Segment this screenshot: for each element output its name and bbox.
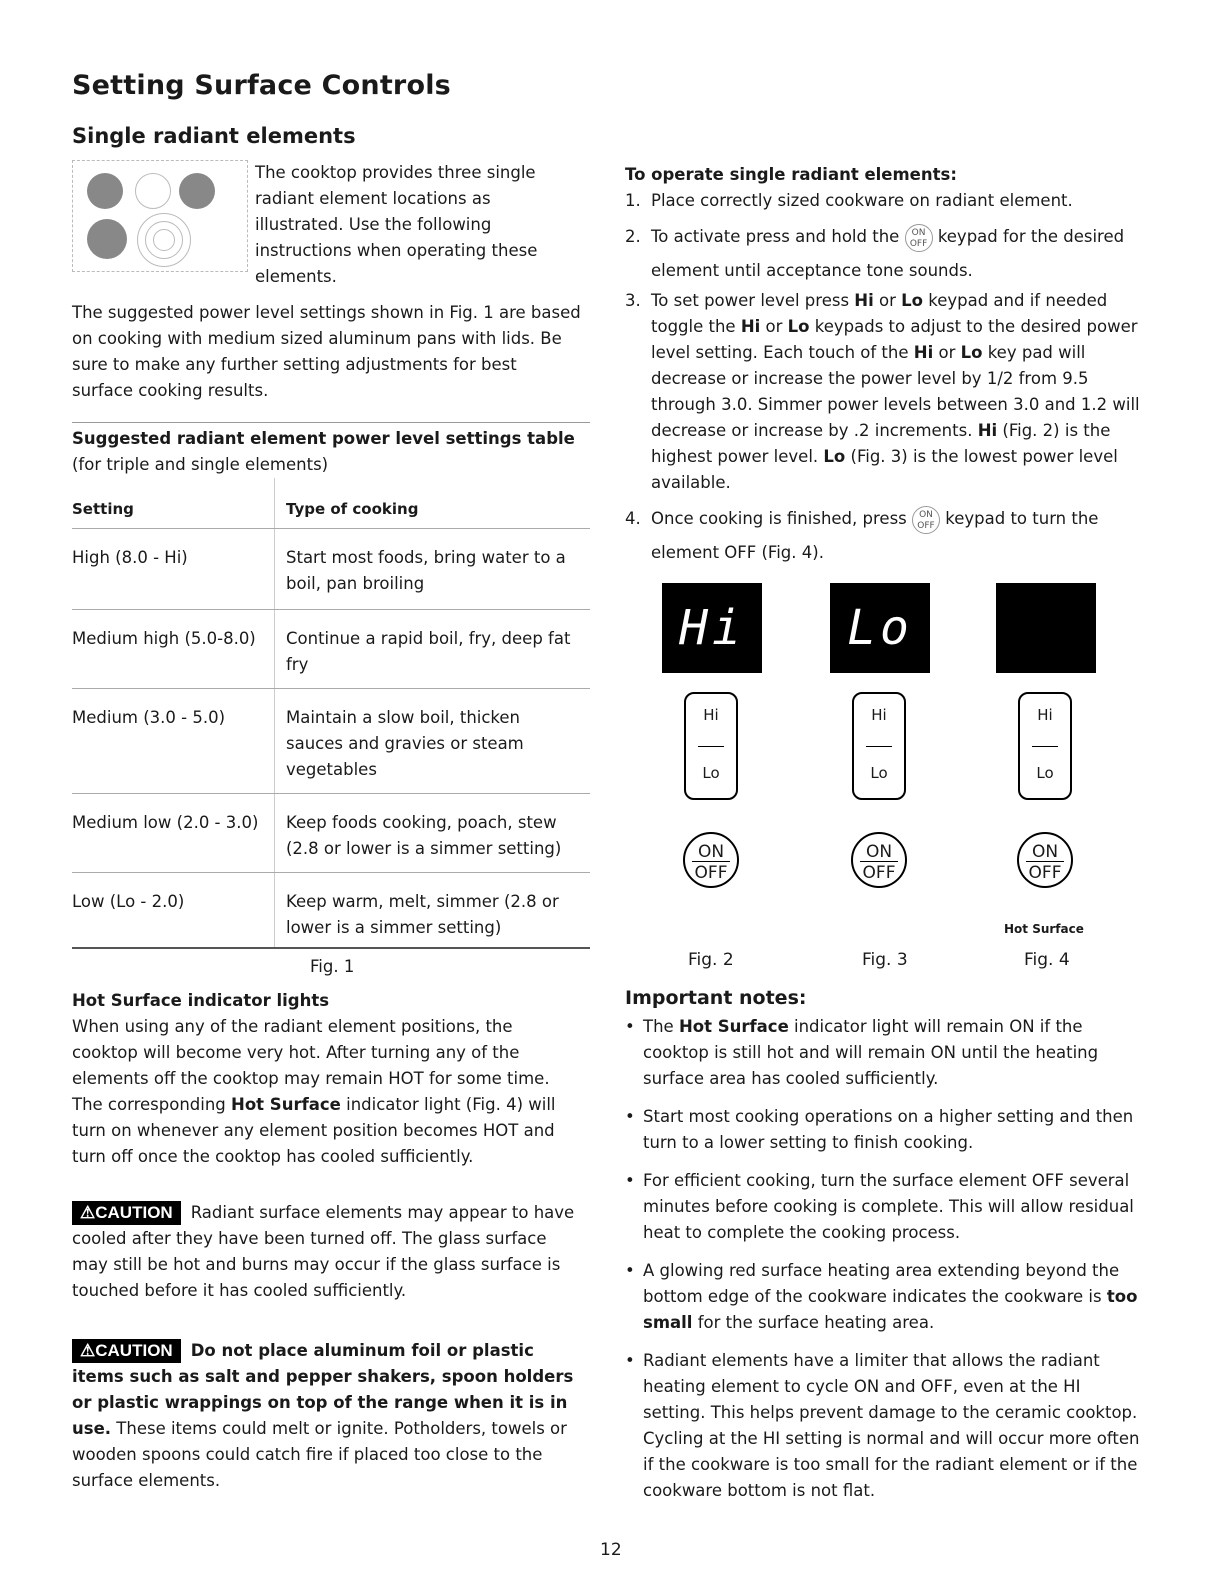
header-type: Type of cooking	[286, 500, 419, 518]
row-setting: High (8.0 - Hi)	[72, 548, 188, 567]
caution-badge: ⚠CAUTION	[72, 1339, 181, 1363]
text-segment: (Fig. 3) is the lowest power level available.	[651, 447, 1118, 492]
table-row	[72, 529, 590, 610]
on-off-button[interactable]: ON OFF	[1017, 832, 1073, 888]
burner-icon	[135, 173, 171, 209]
bold-term: Hot Surface	[678, 1017, 789, 1036]
caution-badge: ⚠CAUTION	[72, 1201, 181, 1225]
page-number: 12	[600, 1540, 622, 1560]
on-off-keypad-icon: ON OFF	[912, 506, 940, 534]
fig4-caption: Fig. 4	[1024, 950, 1070, 970]
display-hi: Hi	[662, 583, 762, 673]
bold-term: Hi	[740, 317, 761, 336]
page-title: Setting Surface Controls	[72, 70, 451, 101]
fig1-caption: Fig. 1	[310, 957, 355, 976]
bold-term: too small	[643, 1287, 1138, 1332]
note-5: • Radiant elements have a limiter that allows the radiant heating element to cycle ON and OFF, even at the HI setting. This helps prevent damage to the ceramic cooktop. Cycling at the HI setting is normal and will occur more often if the cookware is too small for the radiant element or if the cookware bottom is not flat.	[625, 1348, 1145, 1504]
note-1	[625, 1014, 1145, 1092]
text-segment: or	[873, 291, 902, 310]
fig3-caption: Fig. 3	[862, 950, 908, 970]
hot-surface-heading: Hot Surface indicator lights	[72, 991, 330, 1010]
text-segment: (Fig. 2) is the highest power level.	[651, 421, 1111, 466]
row-setting: Medium (3.0 - 5.0)	[72, 708, 226, 727]
caution-1: ⚠CAUTION Radiant surface elements may appear to have cooled after they have been turned off. The glass surface may still be hot and burns may occur if the glass surface is touched before it has cooled sufficiently.	[72, 1203, 575, 1300]
caution-2: ⚠CAUTION Do not place aluminum foil or plastic items such as salt and pepper shakers, spoon holders or plastic wrappings on top of the range when it is in use. These items could melt or ignite. Potholders, towels or wooden spoons could catch fire if placed too close to the surface elements.	[72, 1341, 574, 1490]
table-row	[72, 794, 590, 873]
table-subtitle: (for triple and single elements)	[72, 455, 329, 474]
table-row	[72, 873, 590, 949]
table-title: Suggested radiant element power level settings table	[72, 429, 575, 448]
table-row	[72, 689, 590, 794]
text-segment: keypad and if needed toggle the	[651, 291, 1108, 336]
bold-term: Lo	[960, 343, 983, 362]
bold-term: Lo	[787, 317, 810, 336]
text-segment: or	[760, 317, 788, 336]
hi-lo-keypad[interactable]	[852, 692, 906, 800]
row-type: Start most foods, bring water to a boil, pan broiling	[286, 548, 566, 593]
lo-key[interactable]: Lo	[1036, 764, 1054, 782]
bold-term: Hi	[913, 343, 934, 362]
bold-term: Hi	[854, 291, 874, 310]
note-3: • For efficient cooking, turn the surface element OFF several minutes before cooking is complete. This will allow residual heat to complete the cooking process.	[625, 1168, 1145, 1246]
text-segment: keypads to adjust to the desired power level setting. Each touch of the	[651, 317, 1138, 362]
header-setting: Setting	[72, 500, 134, 518]
operate-steps	[625, 188, 1145, 570]
bold-term: Hi	[977, 421, 998, 440]
on-off-button[interactable]: ON OFF	[851, 832, 907, 888]
note-4	[625, 1258, 1145, 1336]
section-heading: Single radiant elements	[72, 124, 356, 148]
bold-term: Lo	[901, 291, 923, 310]
text-segment: for the surface heating area.	[692, 1313, 935, 1332]
row-type: Continue a rapid boil, fry, deep fat fry	[286, 629, 571, 674]
row-setting: Low (Lo - 2.0)	[72, 892, 185, 911]
note-2: • Start most cooking operations on a higher setting and then turn to a lower setting to finish cooking.	[625, 1104, 1145, 1156]
display-off	[996, 583, 1096, 673]
lo-key[interactable]: Lo	[870, 764, 888, 782]
text-segment: or	[933, 343, 961, 362]
important-notes	[625, 1014, 1145, 1516]
hot-surface-text: When using any of the radiant element positions, the cooktop will become very hot. After turning any of the elements off the cooktop may remain HOT for some time. The corresponding Hot Surface indicator light (Fig. 4) will turn on whenever any element position becomes HOT and turn off once the cooktop has cooled sufficiently.	[72, 1017, 556, 1166]
cooktop-illustration	[72, 160, 248, 272]
table-row	[72, 610, 590, 689]
on-off-button[interactable]: ON OFF	[683, 832, 739, 888]
lo-key[interactable]: Lo	[702, 764, 720, 782]
row-type: Keep warm, melt, simmer (2.8 or lower is a simmer setting)	[286, 892, 559, 937]
text-segment: indicator light will remain ON if the cooktop is still hot and will remain ON until the heating surface area has cooled sufficiently.	[643, 1017, 1099, 1088]
hi-key[interactable]: Hi	[1037, 706, 1053, 724]
important-heading: Important notes:	[625, 987, 807, 1009]
hi-lo-keypad[interactable]	[684, 692, 738, 800]
hot-surface-label: Hot Surface	[1004, 922, 1084, 936]
burner-ring-icon	[153, 229, 175, 251]
divider	[72, 422, 590, 423]
text-segment: To set power level press	[651, 291, 855, 310]
row-setting: Medium high (5.0-8.0)	[72, 629, 256, 648]
settings-table	[72, 478, 590, 949]
text-segment: The	[643, 1017, 679, 1036]
step-3: 3. To set power level press Hi or Lo keypad and if needed toggle the Hi or Lo keypads to adjust to the desired power level setting. Each touch of the Hi or Lo key pad will decrease or increase the power level by 1/2 from 9.5 through 3.0. Simmer power levels between 3.0 and 1.2 will decrease or increase by .2 increments. Hi (Fig. 2) is the highest power level. Lo (Fig. 3) is the lowest power level available.	[625, 291, 1140, 492]
hi-lo-keypad[interactable]	[1018, 692, 1072, 800]
bold-term: Lo	[823, 447, 846, 466]
text-segment: A glowing red surface heating area extending beyond the bottom edge of the cookware indicates the cookware is	[643, 1261, 1120, 1306]
row-type: Keep foods cooking, poach, stew (2.8 or lower is a simmer setting)	[286, 813, 562, 858]
table-header-row	[72, 478, 590, 529]
step-4: 4. Once cooking is finished, press ON OFF keypad to turn the element OFF (Fig. 4).	[625, 502, 1145, 570]
text-segment: key pad will decrease or increase the power level by 1/2 from 9.5 through 3.0. Simmer power levels between 3.0 and 1.2 will decrease or increase by .2 increments.	[651, 343, 1140, 440]
fig2-caption: Fig. 2	[688, 950, 734, 970]
hi-key[interactable]: Hi	[703, 706, 719, 724]
display-lo: Lo	[830, 583, 930, 673]
intro-text: The cooktop provides three single radiant element locations as illustrated. Use the following instructions when operating these elements.	[255, 163, 538, 286]
row-type: Maintain a slow boil, thicken sauces and gravies or steam vegetables	[286, 708, 524, 779]
step-2: 2. To activate press and hold the ON OFF keypad for the desired element until acceptance tone sounds.	[625, 220, 1145, 288]
burner-icon	[87, 219, 127, 259]
burner-icon	[87, 173, 123, 209]
row-setting: Medium low (2.0 - 3.0)	[72, 813, 259, 832]
on-off-keypad-icon: ON OFF	[905, 224, 933, 252]
suggested-paragraph: The suggested power level settings shown in Fig. 1 are based on cooking with medium sized aluminum pans with lids. Be sure to make any further setting adjustments for best surface cooking results.	[72, 303, 581, 400]
operate-heading: To operate single radiant elements:	[625, 165, 957, 184]
step-1: 1. Place correctly sized cookware on radiant element.	[625, 191, 1073, 210]
hi-key[interactable]: Hi	[871, 706, 887, 724]
burner-icon	[179, 173, 215, 209]
